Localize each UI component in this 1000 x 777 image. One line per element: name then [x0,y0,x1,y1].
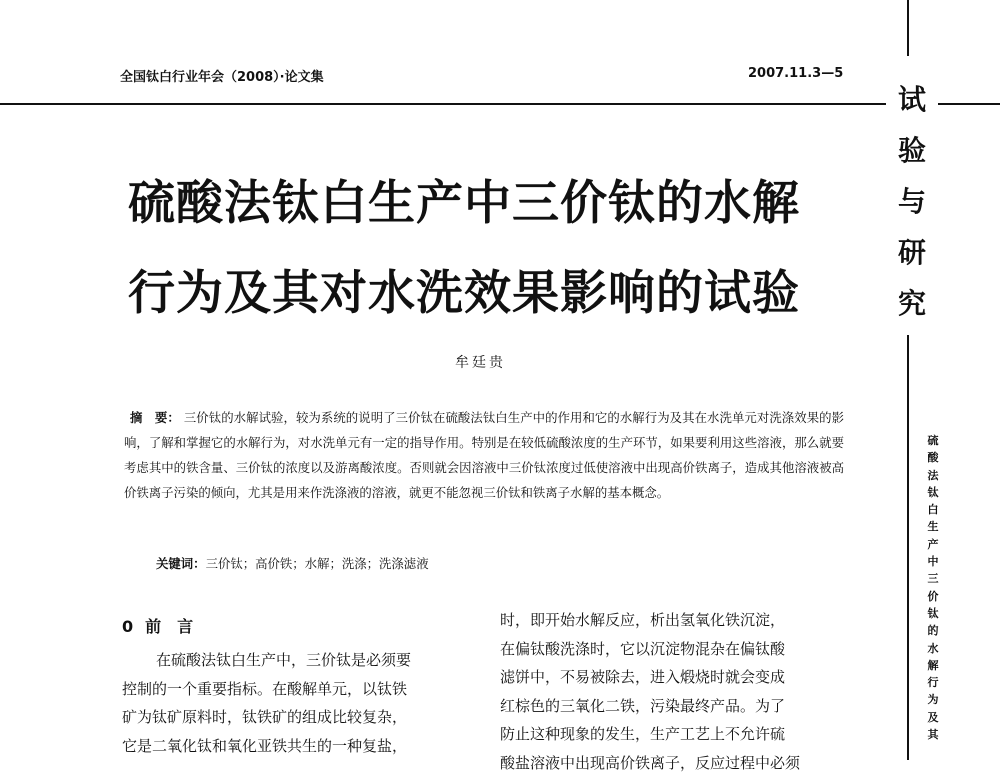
side-title-char: 产 [922,536,944,553]
side-title-char: 硫 [922,432,944,449]
vertical-rule-top [907,0,909,56]
section-title: 前 言 [145,617,193,636]
side-title-char: 水 [922,640,944,657]
section-label [886,74,938,329]
side-title-char: 钛 [922,484,944,501]
section-number: 0 [122,617,133,636]
side-title-char: 生 [922,518,944,535]
section-label-char: 与 [886,176,938,227]
side-title-char: 中 [922,553,944,570]
body-line: 时，即开始水解反应，析出氢氧化铁沉淀， [500,606,846,635]
body-line: 防止这种现象的发生，生产工艺上不允许硫 [500,720,846,749]
journal-header: 全国钛白行业年会（2008）·论文集 [120,66,324,85]
conference-date: 2007.11.3—5 [748,66,843,81]
side-running-title [922,432,944,743]
side-title-char: 法 [922,467,944,484]
side-title-char: 的 [922,622,944,639]
body-column-right [500,606,846,777]
vertical-rule-side [907,335,909,760]
side-title-char: 酸 [922,449,944,466]
keywords [156,554,429,572]
side-title-char: 钛 [922,605,944,622]
side-title-char: 三 [922,570,944,587]
keywords-label: 关键词： [156,556,206,571]
header-rule-right [938,103,1000,105]
body-line: 滤饼中，不易被除去，进入煅烧时就会变成 [500,663,846,692]
side-title-char: 为 [922,691,944,708]
body-line: 酸盐溶液中出现高价铁离子，反应过程中必须 [500,749,846,777]
body-line: 在偏钛酸洗涤时，它以沉淀物混杂在偏钛酸 [500,635,846,664]
abstract-label: 摘 要： [130,410,180,425]
side-title-char: 其 [922,726,944,743]
section-label-char: 究 [886,278,938,329]
body-line: 矿为钛矿原料时，钛铁矿的组成比较复杂， [122,703,462,732]
side-title-char: 及 [922,709,944,726]
paper-title-line-2: 行为及其对水洗效果影响的试验 [128,256,800,323]
side-title-char: 解 [922,657,944,674]
body-line: 控制的一个重要指标。在酸解单元，以钛铁 [122,675,462,704]
abstract [124,405,844,505]
side-title-char: 价 [922,588,944,605]
header-rule [0,103,886,105]
side-title-char: 行 [922,674,944,691]
keywords-text: 三价钛；高价铁；水解；洗涤；洗涤滤液 [206,556,429,571]
body-line: 它是二氧化钛和氧化亚铁共生的一种复盐， [122,732,462,761]
author-name: 牟廷贵 [455,352,506,372]
section-label-char: 试 [886,74,938,125]
section-label-char: 研 [886,227,938,278]
abstract-text: 三价钛的水解试验，较为系统的说明了三价钛在硫酸法钛白生产中的作用和它的水解行为及其在水洗单元对洗涤效果的影响，了解和掌握它的水解行为，对水洗单元有一定的指导作用。特别是在较低硫酸浓度的生产环节，如果要利用这些溶液，那么就要考虑其中的铁含量、三价钛的浓度以及游离酸浓度。否则就会因溶液中三价钛浓度过低使溶液中出现高价铁离子，造成其他溶液被高价铁离子污染的倾向，尤其是用来作洗涤液的溶液，就更不能忽视三价钛和铁离子水解的基本概念。 [124,410,844,500]
body-line: 红棕色的三氧化二铁，污染最终产品。为了 [500,692,846,721]
body-line: 在硫酸法钛白生产中，三价钛是必须要 [122,646,462,675]
section-label-char: 验 [886,125,938,176]
section-heading [122,614,193,637]
body-column-left [122,646,462,760]
paper-title-line-1: 硫酸法钛白生产中三价钛的水解 [128,166,800,233]
side-title-char: 白 [922,501,944,518]
